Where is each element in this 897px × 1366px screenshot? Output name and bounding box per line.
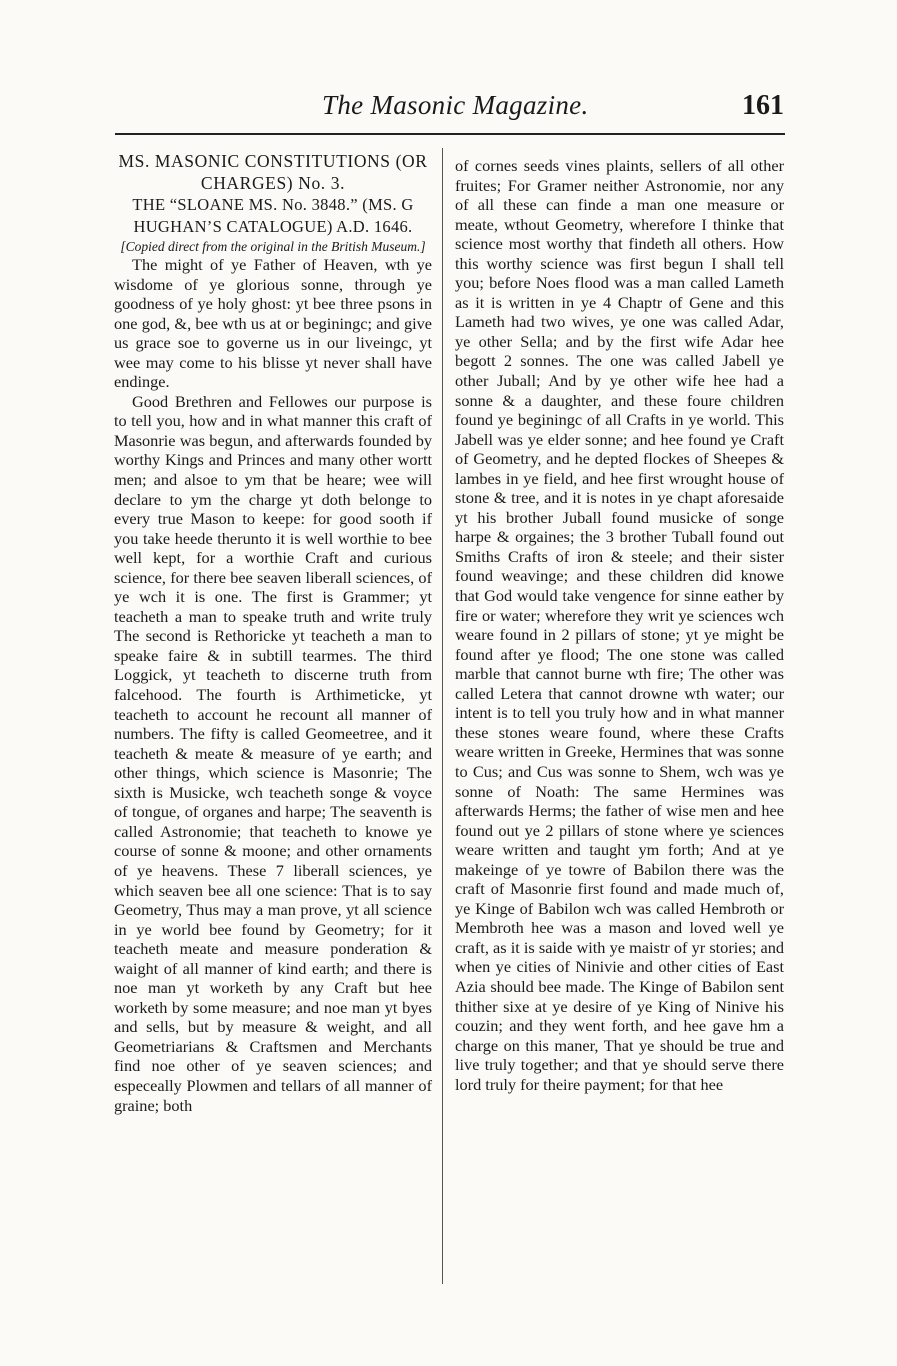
article-title: MS. MASONIC CONSTITUTIONS (OR CHARGES) No. 3. (118, 151, 428, 193)
right-column (455, 156, 784, 1094)
body-paragraph: The might of ye Father of Heaven, wth ye wisdome of ye glorious sonne, through ye goodness of ye holy ghost: yt bee three psons in one god, &, bee wth us at or beginingc; and give us grace soe to governe us in our liveingc, yt wee may come to his blisse yt never shall have endinge. (114, 255, 432, 392)
page-number: 161 (742, 90, 784, 121)
column-divider (442, 148, 443, 1284)
body-paragraph: Good Brethren and Fellowes our purpose is to tell you, how and in what manner this craft of Masonrie was begun, and afterwards founded by worthy Kings and Princes and many other wortt men; and alsoe to ym that be heare; wee will declare to ym the charge yt doth belonge to every true Mason to keepe: for good sooth if you take heede therunto it is well worthie to bee well kept, for a worthie Craft and curious science, for there bee seaven liberall sciences, of ye wch it is one. The first is Grammer; yt teacheth a man to speake truth and write truly The second is Rethoricke yt teacheth a man to speake faire & in subtill tearmes. The third Loggick, yt teacheth to discerne truth from falcehood. The fourth is Arthimeticke, yt teacheth to account he recount all manner of numbers. The fifty is called Geomeetree, and it teacheth & meate & measure of ye earth; and other things, which science is Masonrie; The sixth is Musicke, wch teacheth songe & voyce of tongue, of organes and harpe; The seaventh is called Astronomie; that teacheth to knowe ye course of sonne & moone; and other ornaments of ye heavens. These 7 liberall sciences, ye which seaven bee all one science: That is to say Geometry, Thus may a man prove, yt all science in ye world bee found by Geometry; for it teacheth meate and measure ponderation & waight of all manner of kind earth; and there is noe man yt worketh by any Craft but hee worketh by some measure; and noe man yt byes and sells, but by measure & weight, and all Geometriarians & Craftsmen and Merchants find noe other of ye seaven sciences; and especeally Plowmen and tellars of all manner of graine; both (114, 391, 432, 1115)
body-paragraph: of cornes seeds vines plaints, sellers of all other fruites; For Gramer neither Astronomie, nor any of all these can finde a man one measure or meate, wthout Geometry, wherefore I thinke that science most worthy that findeth all others. How this worthy science was first begun I shall tell you; before Noes flood was a man called Lameth as it is written in ye 4 Chaptr of Gene and this Lameth had two wives, ye one was called Adar, ye other Sella; and by the first wife Adar hee begott 2 sonnes. The one was called Jabell ye other Juball; And by ye other wife hee had a sonne & a daughter, and these foure children found ye beginingc of all Crafts in ye world. This Jabell was ye elder sonne; and hee found ye Craft of Geometry, and he depted flockes of Sheepes & lambes in ye field, and hee first wrought house of stone & tree, and it is notes in ye chapt aforesaide yt his brother Juball found musicke of songe harpe & orgaines; the 3 brother Tuball found out Smiths Crafts of iron & steele; and their sister found weavinge; and these children did knowe that God would take vengence for sinne eather by fire or water; wherefore they writ ye sciences wch weare found in 2 pillars of stone; yt ye might be found after ye flood; The one stone was called marble that cannot burne wth fire; The other was called Letera that cannot drowne wth water; our intent is to tell you truly how and in what manner these stones weare found, where these Crafts weare written in Greeke, Hermines that was sonne to Cus; and Cus was sonne to Shem, wch was ye sonne of Noath: The same Hermines was afterwards Herms; the father of wise men and hee found out ye 2 pillars of stone where ye sciences weare written and taught ym forth; And at ye makeinge of ye towre of Babilon there was the craft of Masonrie first found and made much of, ye Kinge of Babilon wch was called Hembroth or Membroth hee was a mason and loved well ye craft, as it is saide with ye maistr of yr stories; and when ye cities of Ninivie and other cities of East Azia should bee made. The Kinge of Babilon sent thither sixe at ye desire of ye King of Ninive his couzin; and they went forth, and hee gave hm a charge on this maner, That ye should be true and live truly together; and that ye should serve there lord truly for theire payment; for that hee (455, 156, 784, 1094)
left-column (114, 150, 432, 1115)
running-title: The Masonic Magazine. (322, 90, 589, 120)
source-note: [Copied direct from the original in the British Museum.] (120, 239, 426, 254)
page-header (0, 90, 897, 130)
article-subtitle: THE “SLOANE MS. No. 3848.” (MS. G HUGHAN’S CATALOGUE) A.D. 1646. (132, 195, 414, 236)
header-rule (115, 133, 785, 135)
